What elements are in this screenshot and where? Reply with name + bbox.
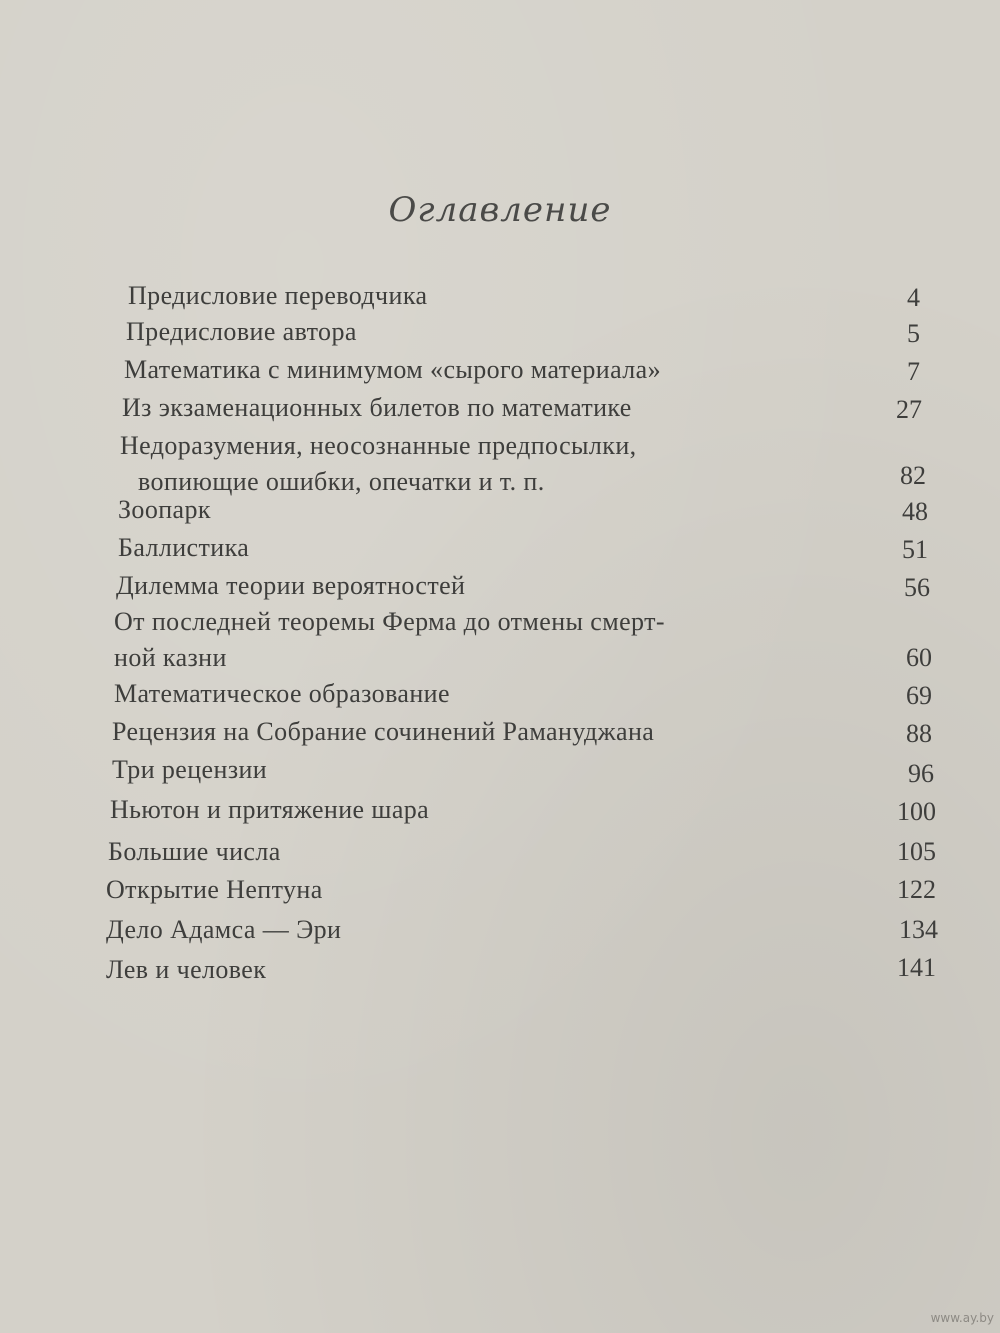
toc-entry-title [124,352,864,388]
toc-entry-title-line: Из экзаменационных билетов по математике [122,393,632,422]
toc-entry-page: 134 [899,915,938,944]
toc-entry-title-line: От последней теоремы Ферма до отмены смерт- [114,607,665,636]
toc-entry-title [108,834,848,870]
toc-entry-page: 5 [907,319,920,348]
toc-entry-page: 122 [897,875,936,904]
toc-entry-page: 60 [906,643,932,672]
toc-entry-title-line: Лев и человек [106,955,267,984]
toc-entry-title [106,952,846,988]
toc-entry-title-line: Предисловие переводчика [128,281,428,310]
toc-entry-page: 82 [900,461,926,490]
toc-entry-title-line: Предисловие автора [126,317,357,346]
toc-entry-title-line: Рецензия на Собрание сочинений Рамануджана [112,717,655,746]
toc-entry-title-line: Дело Адамса — Эри [106,915,342,944]
toc-entry-title-line: Большие числа [108,837,281,866]
toc-entry-page: 141 [897,953,936,982]
toc-entry-page: 7 [907,357,920,386]
toc-heading: Оглавление [388,190,612,230]
toc-entry-title [116,568,856,604]
toc-entry-page: 96 [908,759,934,788]
toc-entry-title [112,752,852,788]
toc-entry-page: 4 [907,283,920,312]
toc-entry-page: 69 [906,681,932,710]
toc-entry-title-line: вопиющие ошибки, опечатки и т. п. [138,467,545,496]
toc-entry-title-line: Баллистика [118,533,250,562]
toc-entry-title [128,278,868,314]
toc-entry-page: 51 [902,535,928,564]
toc-entry-page: 56 [904,573,930,602]
toc-entry-title [106,872,846,908]
toc-entry-title-line: Математическое образование [114,679,450,708]
toc-entry-page: 100 [897,797,936,826]
toc-entry-title [122,390,862,426]
toc-entry-title [118,530,858,566]
toc-entry-page: 105 [897,837,936,866]
toc-entry-title [112,714,872,750]
toc-entry-title [106,912,846,948]
toc-entry-title-line: Математика с минимумом «сырого материала» [124,355,662,384]
toc-entry-title [114,676,854,712]
toc-entry-title-line: Дилемма теории вероятностей [116,571,466,600]
toc-entry-title [114,604,874,676]
toc-entry-page: 48 [902,497,928,526]
toc-entry-title-line: Зоопарк [118,495,211,524]
toc-entry-title [118,492,858,528]
toc-entry-title-line: Открытие Нептуна [106,875,323,904]
toc-entry-title-line: Недоразумения, неосознанные предпосылки, [120,431,637,460]
toc-entry-page: 88 [906,719,932,748]
toc-entry-title [126,314,866,350]
toc-entry-title [110,792,850,828]
toc-entry-title-line: Ньютон и притяжение шара [110,795,430,824]
toc-entry-title-line: ной казни [114,643,227,672]
toc-entry-title-line: Три рецензии [112,755,268,784]
toc-entry-title [120,428,880,500]
watermark-text: www.ay.by [930,1311,994,1325]
toc-entry-page: 27 [896,395,922,424]
